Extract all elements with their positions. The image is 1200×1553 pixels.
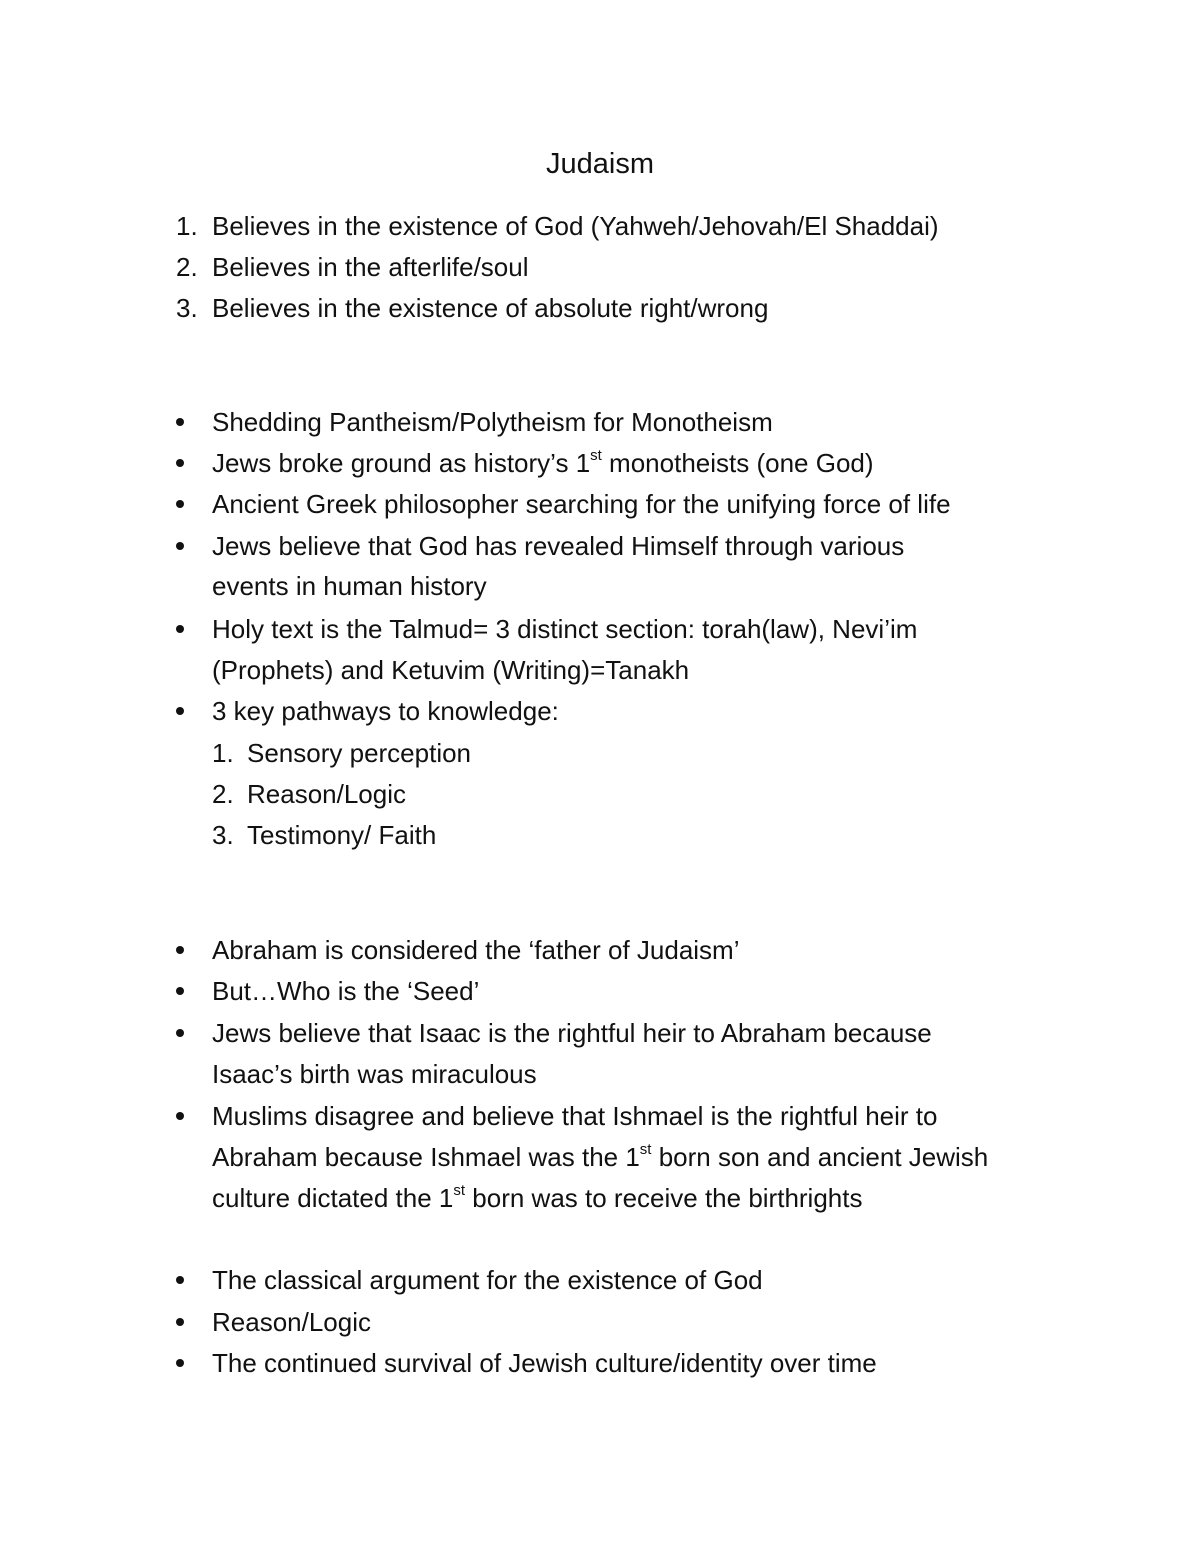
belief-3-text: Believes in the existence of absolute right/wrong: [212, 293, 769, 323]
s1-bullet-4-line-2: events in human history: [212, 571, 487, 601]
belief-2-marker: 2.: [176, 252, 198, 282]
bullet-dot: [176, 946, 184, 954]
s2-bullet-2: But…Who is the ‘Seed’: [212, 976, 480, 1006]
belief-3-marker: 3.: [176, 293, 198, 323]
superscript: st: [639, 1141, 652, 1159]
bullet-dot: [176, 459, 184, 467]
s2-bullet-4-line-3: culture dictated the 1st born was to receive the birthrights: [212, 1182, 863, 1213]
bullet-dot: [176, 1029, 184, 1037]
s2-bullet-3-line-2: Isaac’s birth was miraculous: [212, 1059, 537, 1089]
bullet-dot: [176, 707, 184, 715]
bullet-dot: [176, 500, 184, 508]
bullet-dot: [176, 542, 184, 550]
s3-bullet-1: The classical argument for the existence of God: [212, 1265, 763, 1295]
belief-2-text: Believes in the afterlife/soul: [212, 252, 529, 282]
superscript: st: [590, 447, 602, 465]
s1-bullet-5-line-2: (Prophets) and Ketuvim (Writing)=Tanakh: [212, 655, 690, 685]
pathway-3-text: Testimony/ Faith: [247, 820, 437, 850]
pathway-2-marker: 2.: [212, 779, 234, 809]
pathway-1-marker: 1.: [212, 738, 234, 768]
bullet-dot: [176, 1318, 184, 1326]
bullet-dot: [176, 987, 184, 995]
bullet-dot: [176, 418, 184, 426]
s1-bullet-1: Shedding Pantheism/Polytheism for Monotheism: [212, 407, 773, 437]
pathway-1-text: Sensory perception: [247, 738, 472, 768]
bullet-dot: [176, 1359, 184, 1367]
pathway-2-text: Reason/Logic: [247, 779, 406, 809]
s2-bullet-4-line-1: Muslims disagree and believe that Ishmael is the rightful heir to: [212, 1101, 938, 1131]
s2-bullet-1: Abraham is considered the ‘father of Judaism’: [212, 935, 740, 965]
s1-bullet-5-line-1: Holy text is the Talmud= 3 distinct section: torah(law), Nevi’im: [212, 614, 918, 644]
s2-bullet-4-line-2: Abraham because Ishmael was the 1st born son and ancient Jewish: [212, 1141, 989, 1172]
bullet-dot: [176, 1112, 184, 1120]
s1-bullet-2: Jews broke ground as history’s 1st monotheists (one God): [212, 447, 874, 478]
superscript: st: [453, 1182, 466, 1200]
s2-bullet-3-line-1: Jews believe that Isaac is the rightful heir to Abraham because: [212, 1018, 932, 1048]
bullet-dot: [176, 1276, 184, 1284]
pathway-3-marker: 3.: [212, 820, 234, 850]
page-title: Judaism: [546, 148, 654, 180]
s3-bullet-2: Reason/Logic: [212, 1307, 371, 1337]
s1-bullet-6: 3 key pathways to knowledge:: [212, 696, 559, 726]
s3-bullet-3: The continued survival of Jewish culture/identity over time: [212, 1348, 877, 1378]
s1-bullet-3: Ancient Greek philosopher searching for the unifying force of life: [212, 489, 951, 519]
bullet-dot: [176, 625, 184, 633]
belief-1-marker: 1.: [176, 211, 198, 241]
s1-bullet-4-line-1: Jews believe that God has revealed Himself through various: [212, 531, 905, 561]
belief-1-text: Believes in the existence of God (Yahweh/Jehovah/El Shaddai): [212, 211, 939, 241]
